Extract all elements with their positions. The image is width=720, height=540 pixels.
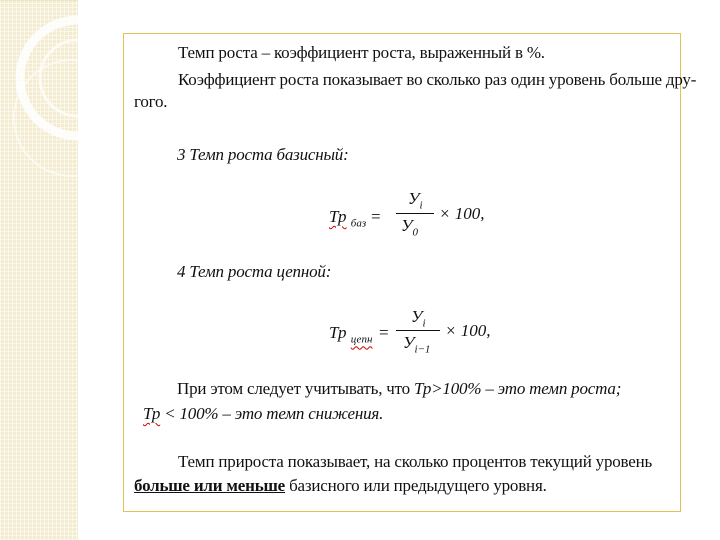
- note-line1: [177, 379, 621, 399]
- formula-chain-numerator-subscript: i: [422, 317, 426, 330]
- formula-basic-fraction-bar: [396, 213, 434, 214]
- formula-chain-lhs-symbol: Тр: [329, 323, 347, 342]
- formula-chain-denominator-subscript: i−1: [414, 343, 431, 356]
- para1-line3: гого.: [134, 92, 168, 111]
- formula-chain-denominator-symbol: У: [403, 333, 415, 352]
- formula-chain-fraction-bar: [396, 330, 440, 331]
- formula-chain-lhs-subscript: цепн: [350, 333, 373, 346]
- formula-basic-denominator-symbol: У: [401, 216, 413, 235]
- formula-basic-numerator-symbol: У: [408, 189, 420, 208]
- para2-emphasis: больше или меньше: [134, 476, 286, 495]
- note-line1-italic: Тр>100% – это темп роста;: [414, 379, 622, 398]
- heading-basic-growth-rate: 3 Темп роста базисный:: [177, 145, 349, 164]
- formula-basic-denominator: [401, 216, 418, 238]
- para2-line2: [134, 476, 547, 496]
- formula-chain-numerator: [411, 307, 426, 329]
- decorative-circles-graphic: [0, 0, 78, 540]
- formula-basic-numerator: [408, 189, 423, 211]
- note-line2: [143, 404, 383, 424]
- slide-frame: [123, 33, 697, 512]
- para2-line2-rest: базисного или предыдущего уровня.: [285, 476, 547, 495]
- note-line1-prefix: При этом следует учитывать, что: [177, 379, 415, 398]
- para1-line1: Темп роста – коэффициент роста, выраженный в %.: [178, 43, 545, 62]
- formula-basic-equals: =: [371, 207, 381, 226]
- formula-basic-lhs: [329, 207, 366, 229]
- para2-line1: Темп прироста показывает, на сколько процентов текущий уровень: [178, 452, 653, 471]
- formula-basic-numerator-subscript: i: [419, 199, 423, 212]
- formula-chain-lhs: [329, 323, 372, 345]
- formula-basic-multiplier: × 100,: [439, 204, 485, 223]
- formula-chain-equals: =: [379, 323, 389, 342]
- formula-chain-multiplier: × 100,: [445, 321, 491, 340]
- note-line2-rest: < 100% – это темп снижения.: [160, 404, 384, 423]
- formula-basic-lhs-symbol: Тр: [329, 207, 347, 226]
- formula-chain-denominator: [403, 333, 430, 355]
- heading-chain-growth-rate: 4 Темп роста цепной:: [177, 262, 332, 281]
- note-line2-variable: Тр: [143, 404, 161, 423]
- para1-line2: Коэффициент роста показывает во сколько раз один уровень больше дру-: [178, 70, 697, 89]
- formula-basic-lhs-subscript: баз: [350, 217, 367, 230]
- formula-chain-numerator-symbol: У: [411, 307, 423, 326]
- formula-basic-denominator-subscript: 0: [412, 226, 418, 239]
